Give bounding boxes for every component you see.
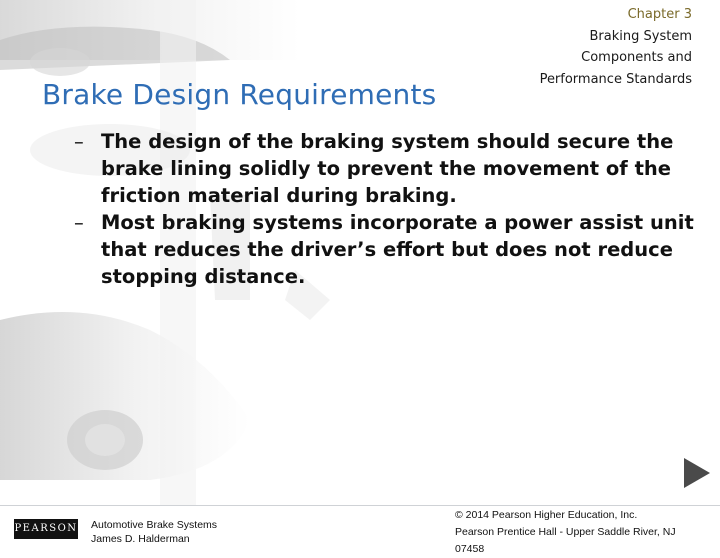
pearson-logo: PEARSON	[14, 519, 78, 539]
chapter-line: Chapter 3	[627, 7, 692, 22]
chapter-line: Performance Standards	[539, 71, 692, 87]
bullet-text: Most braking systems incorporate a power assist unit that reduces the driver’s effort but does not reduce stopping distance.	[101, 211, 694, 288]
chapter-line: Braking System	[589, 28, 692, 44]
zip-code-text: 07458	[455, 543, 485, 555]
book-author: James D. Halderman	[91, 533, 190, 545]
chapter-heading	[452, 4, 692, 90]
footer	[0, 505, 720, 555]
bullet-text: The design of the braking system should secure the brake lining solidly to prevent the movement of the friction material during braking.	[101, 130, 674, 207]
bullet-dash: –	[74, 211, 84, 234]
bullet-item	[74, 128, 694, 209]
slide-title: Brake Design Requirements	[42, 78, 437, 111]
copyright-info	[455, 507, 676, 555]
bullet-list	[74, 128, 694, 290]
book-title: Automotive Brake Systems	[91, 519, 218, 531]
bullet-item	[74, 209, 694, 290]
bullet-dash: –	[74, 130, 84, 153]
play-arrow-icon[interactable]	[683, 457, 711, 489]
copyright-text: © 2014 Pearson Higher Education, Inc.	[455, 509, 638, 521]
publisher-text: Pearson Prentice Hall - Upper Saddle River, NJ	[455, 526, 676, 538]
book-info	[91, 518, 217, 546]
chapter-line: Components and	[581, 50, 692, 65]
